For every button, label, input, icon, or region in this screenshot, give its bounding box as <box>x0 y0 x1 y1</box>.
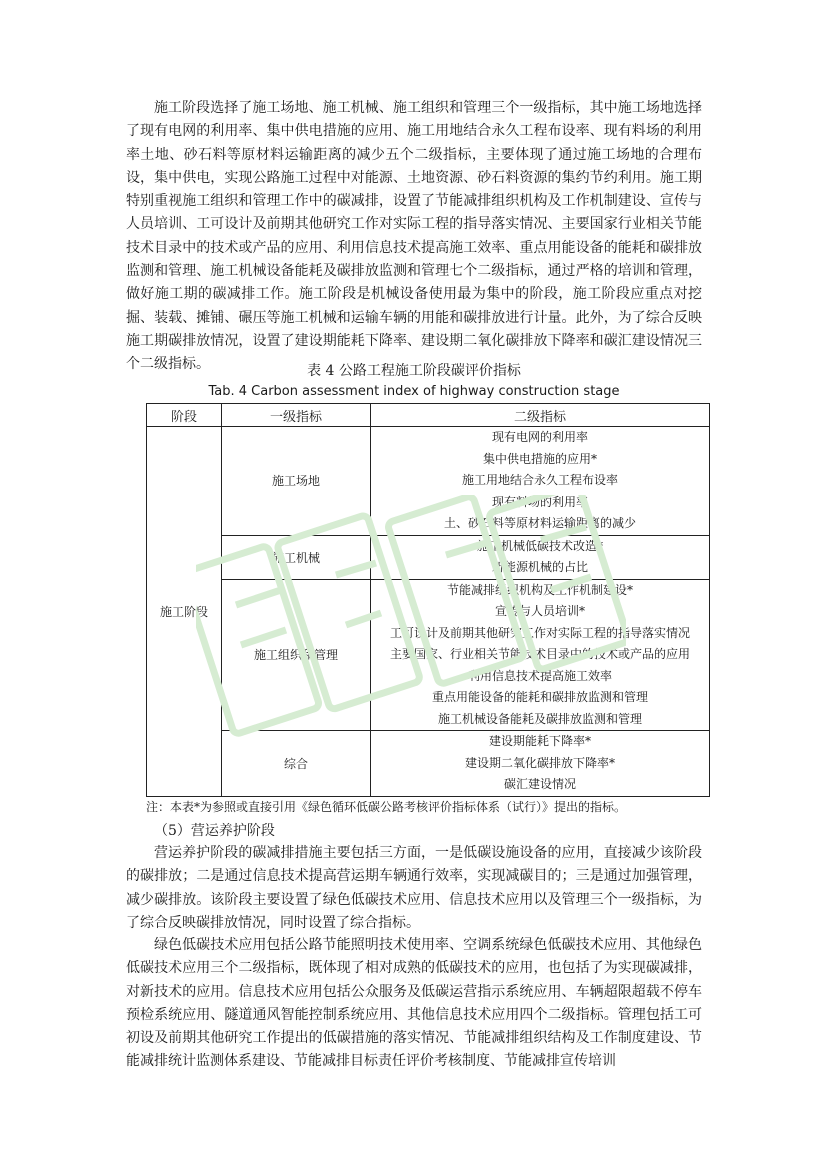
table-caption-english: Tab. 4 Carbon assessment index of highway construction stage <box>208 384 620 399</box>
indicator-item: 工可设计及前期其他研究工作对实际工程的指导落实情况 <box>389 625 690 640</box>
level2-cell <box>371 579 710 731</box>
indicator-item: 集中供电措施的应用* <box>482 451 597 466</box>
section-heading: （5）营运养护阶段 <box>154 823 275 839</box>
level1-cell: 施工机械 <box>222 535 371 579</box>
indicator-item: 宣传与人员培训* <box>494 604 585 618</box>
indicator-item: 现有电网的利用率 <box>491 430 588 444</box>
level2-cell <box>371 731 710 797</box>
indicator-item: 建设期二氧化碳排放下降率* <box>464 755 615 770</box>
indicator-item: 主要国家、行业相关节能技术目录中的技术或产品的应用 <box>389 647 690 661</box>
indicator-item: 土、砂石料等原材料运输距离的减少 <box>443 516 636 530</box>
header-level2: 二级指标 <box>371 404 710 427</box>
table-row <box>147 579 710 731</box>
level2-cell <box>371 427 710 536</box>
paragraph-green-tech: 绿色低碳技术应用包括公路节能照明技术使用率、空调系统绿色低碳技术应用、其他绿色低碳技术应用三个二级指标，既体现了相对成熟的低碳技术的应用，也包括了为实现碳减排，对新技术的应用。信息技术应用包括公众服务及低碳运营指示系统应用、车辆超限超载不停车预检系统应用、隧道通风智能控制系统应用、其他信息技术应用四个二级指标。管理包括工可初设及前期其他研究工作提出的低碳措施的落实情况、节能减排组织结构及工作制度建设、节能减排统计监测体系建设、节能减排目标责任评价考核制度、节能减排宣传培训 <box>126 937 702 1070</box>
table-caption-chinese: 表 4 公路工程施工阶段碳评价指标 <box>307 363 521 379</box>
indicator-item: 现有料场的利用率 <box>491 494 588 509</box>
table-row <box>147 731 710 797</box>
level1-cell: 综合 <box>222 731 371 797</box>
paragraph-operation-stage: 营运养护阶段的碳减排措施主要包括三方面，一是低碳设施设备的应用，直接减少该阶段的碳排放；二是通过信息技术提高营运期车辆通行效率，实现减碳目的；三是通过加强管理，减少碳排放。该阶段主要设置了绿色低碳技术应用、信息技术应用以及管理三个一级指标，为了综合反映碳排放情况，同时设置了综合指标。 <box>126 845 702 931</box>
header-stage: 阶段 <box>147 404 222 427</box>
indicator-item: 施工机械设备能耗及碳排放监测和管理 <box>437 711 642 726</box>
table-header-row <box>147 404 710 427</box>
table-row <box>147 535 710 579</box>
indicator-item: 建设期能耗下降率* <box>488 734 591 748</box>
indicator-item: 施工机械低碳技术改造* <box>476 538 603 553</box>
table-row <box>147 427 710 536</box>
indicator-item: 节能减排组织机构及工作机制建设* <box>446 582 633 597</box>
level1-cell: 施工组织和管理 <box>222 579 371 731</box>
indicator-item: 碳汇建设情况 <box>503 777 576 791</box>
paragraph-construction-stage: 施工阶段选择了施工场地、施工机械、施工组织和管理三个一级指标，其中施工场地选择了现有电网的利用率、集中供电措施的应用、施工用地结合永久工程布设率、现有料场的利用率土地、砂石料等原材料运输距离的减少五个二级指标，主要体现了通过施工场地的合理布设，集中供电，实现公路施工过程中对能源、土地资源、砂石料资源的集约节约利用。施工期特别重视施工组织和管理工作中的碳减排，设置了节能减排组织机构及工作机制建设、宣传与人员培训、工可设计及前期其他研究工作对实际工程的指导落实情况、主要国家行业相关节能技术目录中的技术或产品的应用、利用信息技术提高施工效率、重点用能设备的能耗和碳排放监测和管理、施工机械设备能耗及碳排放监测和管理七个二级指标，通过严格的培训和管理，做好施工期的碳减排工作。施工阶段是机械设备使用最为集中的阶段，施工阶段应重点对挖掘、装载、摊铺、碾压等施工机械和运输车辆的用能和碳排放进行计量。此外，为了综合反映施工期碳排放情况，设置了建设期能耗下降率、建设期二氧化碳排放下降率和碳汇建设情况三个二级指标。 <box>126 100 702 373</box>
header-level1: 一级指标 <box>222 404 371 427</box>
stage-cell: 施工阶段 <box>147 427 222 797</box>
indicator-item: 重点用能设备的能耗和碳排放监测和管理 <box>431 690 648 704</box>
level2-cell <box>371 535 710 579</box>
carbon-index-table <box>146 403 710 797</box>
indicator-item: 施工用地结合永久工程布设率 <box>461 473 618 487</box>
level1-cell: 施工场地 <box>222 427 371 536</box>
table-note: 注：本表*为参照或直接引用《绿色循环低碳公路考核评价指标体系（试行）》提出的指标。 <box>146 800 627 814</box>
indicator-item: 利用信息技术提高施工效率 <box>467 668 612 683</box>
indicator-item: 新能源机械的占比 <box>491 560 588 574</box>
